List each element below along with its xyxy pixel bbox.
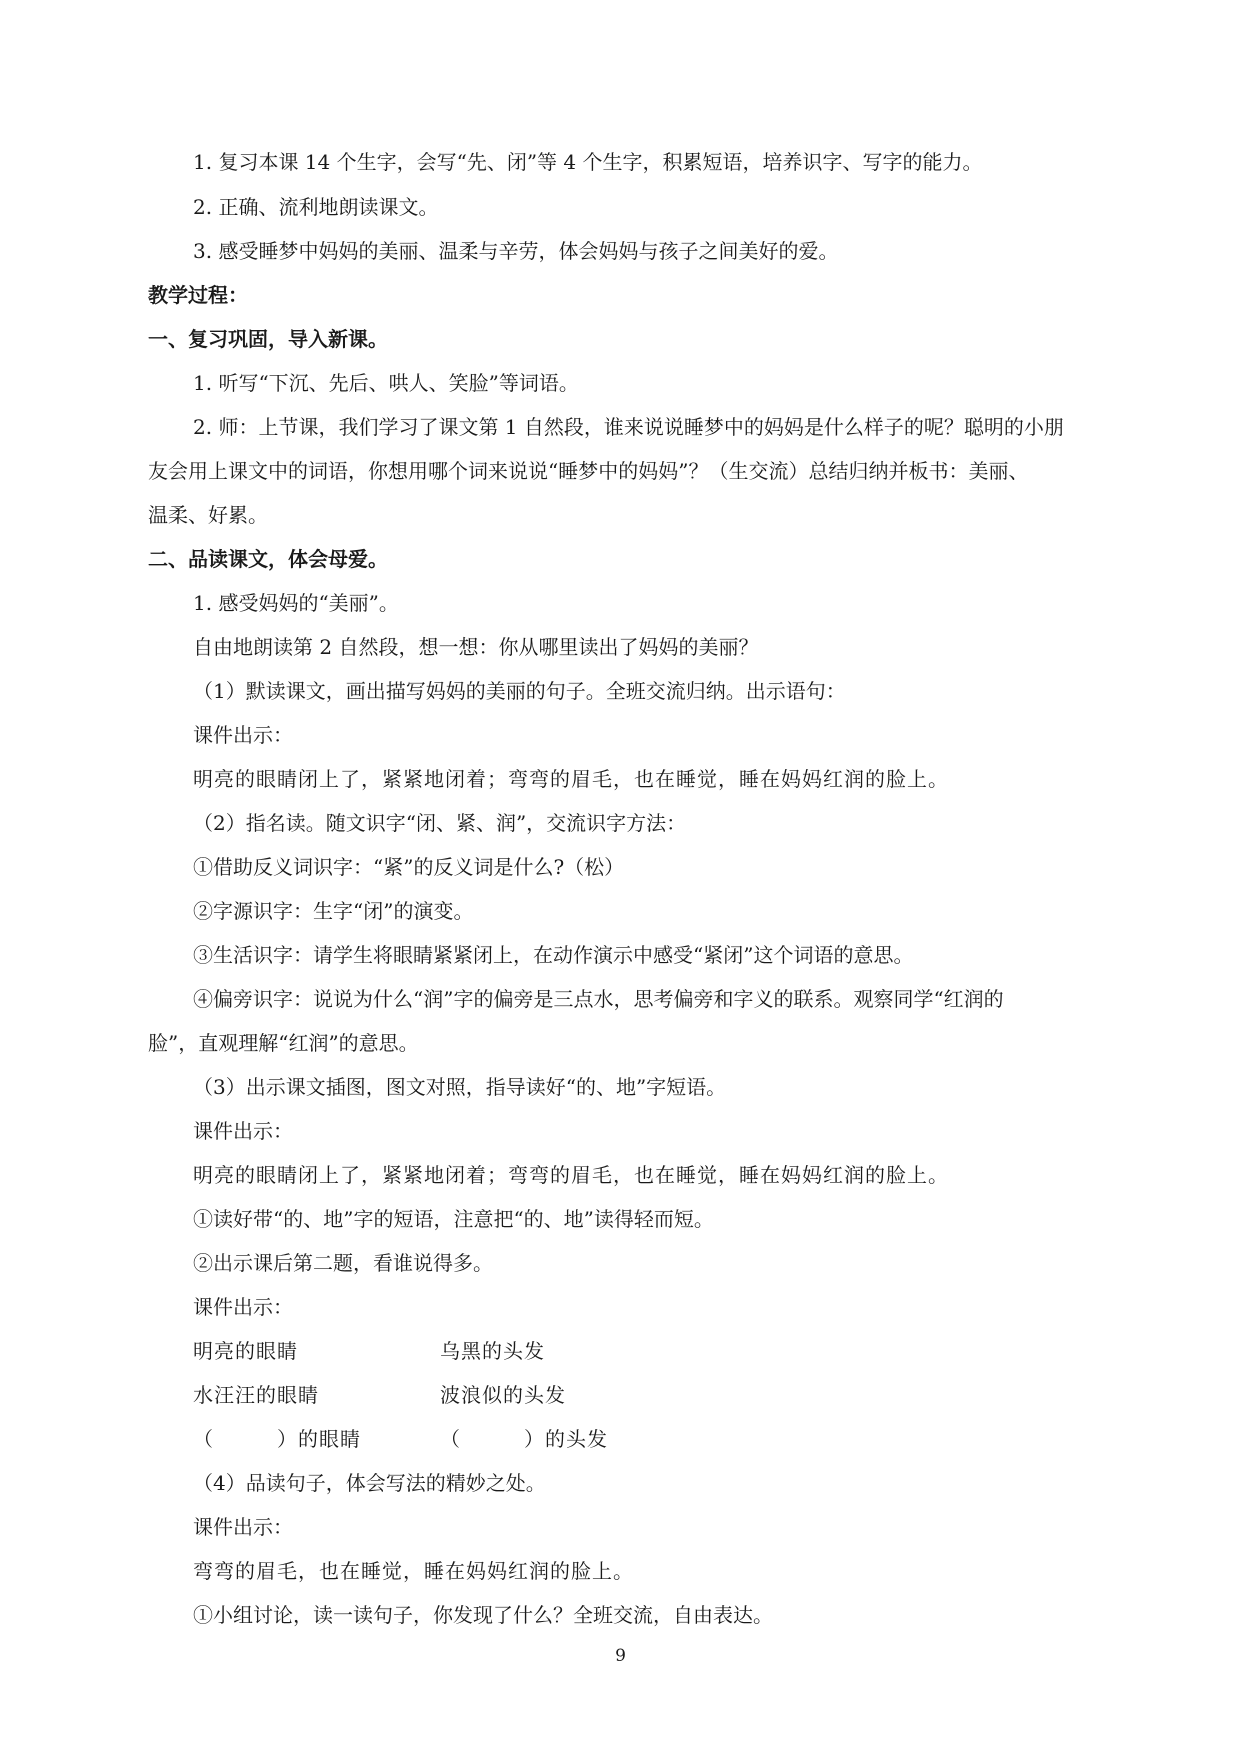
paragraph-line: ①小组讨论，读一读句子，你发现了什么？全班交流，自由表达。	[193, 1603, 773, 1627]
section-1-item-2-line-3: 温柔、好累。	[148, 503, 268, 527]
phrase-left: 明亮的眼睛	[193, 1339, 298, 1363]
courseware-label: 课件出示：	[193, 723, 293, 747]
courseware-label: 课件出示：	[193, 1119, 293, 1143]
section-1-heading: 一、复习巩固，导入新课。	[148, 327, 388, 351]
objective-3: 3. 感受睡梦中妈妈的美丽、温柔与辛劳，体会妈妈与孩子之间美好的爱。	[193, 239, 839, 263]
section-2-heading: 二、品读课文，体会母爱。	[148, 547, 388, 571]
paragraph-line: 1. 感受妈妈的“美丽”。	[193, 591, 399, 615]
method-item-4-cont: 脸”，直观理解“红润”的意思。	[148, 1031, 419, 1055]
section-1-item-2-line-1: 2. 师：上节课，我们学习了课文第 1 自然段，谁来说说睡梦中的妈妈是什么样子的呢？聪明的小朋	[193, 415, 1064, 439]
paragraph-line: ②出示课后第二题，看谁说得多。	[193, 1251, 493, 1275]
courseware-label: 课件出示：	[193, 1295, 293, 1319]
courseware-sentence: 明亮的眼睛闭上了，紧紧地闭着；弯弯的眉毛，也在睡觉，睡在妈妈红润的脸上。	[193, 767, 949, 791]
courseware-sentence: 明亮的眼睛闭上了，紧紧地闭着；弯弯的眉毛，也在睡觉，睡在妈妈红润的脸上。	[193, 1163, 949, 1187]
paragraph-line: （2）指名读。随文识字“闭、紧、润”，交流识字方法：	[193, 811, 687, 835]
paragraph-line: （3）出示课文插图，图文对照，指导读好“的、地”字短语。	[193, 1075, 727, 1099]
courseware-label: 课件出示：	[193, 1515, 293, 1539]
phrase-right: 乌黑的头发	[440, 1339, 545, 1363]
phrase-right: 波浪似的头发	[440, 1383, 566, 1407]
method-item-4: ④偏旁识字：说说为什么“润”字的偏旁是三点水，思考偏旁和字义的联系。观察同学“红润的	[193, 987, 1004, 1011]
method-item-2: ②字源识字：生字“闭”的演变。	[193, 899, 474, 923]
objective-2: 2. 正确、流利地朗读课文。	[193, 195, 439, 219]
objective-1: 1. 复习本课 14 个生字，会写“先、闭”等 4 个生字，积累短语，培养识字、写字的能力。	[193, 150, 983, 174]
method-item-3: ③生活识字：请学生将眼睛紧紧闭上，在动作演示中感受“紧闭”这个词语的意思。	[193, 943, 914, 967]
phrase-row	[193, 1338, 893, 1364]
paragraph-line: （1）默读课文，画出描写妈妈的美丽的句子。全班交流归纳。出示语句：	[193, 679, 846, 703]
paragraph-line: ①读好带“的、地”字的短语，注意把“的、地”读得轻而短。	[193, 1207, 714, 1231]
method-item-1: ①借助反义词识字：“紧”的反义词是什么?（松）	[193, 855, 625, 879]
section-1-item-2-line-2: 友会用上课文中的词语，你想用哪个词来说说“睡梦中的妈妈”？（生交流）总结归纳并板书：美丽、	[148, 459, 1029, 483]
phrase-row	[193, 1426, 893, 1452]
paragraph-line: 自由地朗读第 2 自然段，想一想：你从哪里读出了妈妈的美丽？	[193, 635, 759, 659]
phrase-left: 水汪汪的眼睛	[193, 1383, 319, 1407]
phrase-right: （ ）的头发	[440, 1427, 608, 1451]
phrase-row	[193, 1382, 893, 1408]
process-heading: 教学过程：	[148, 283, 248, 307]
page-number: 9	[615, 1646, 626, 1666]
phrase-left: （ ）的眼睛	[193, 1427, 361, 1451]
section-1-item-1: 1. 听写“下沉、先后、哄人、笑脸”等词语。	[193, 371, 579, 395]
paragraph-line: （4）品读句子，体会写法的精妙之处。	[193, 1471, 546, 1495]
courseware-sentence: 弯弯的眉毛，也在睡觉，睡在妈妈红润的脸上。	[193, 1559, 634, 1583]
